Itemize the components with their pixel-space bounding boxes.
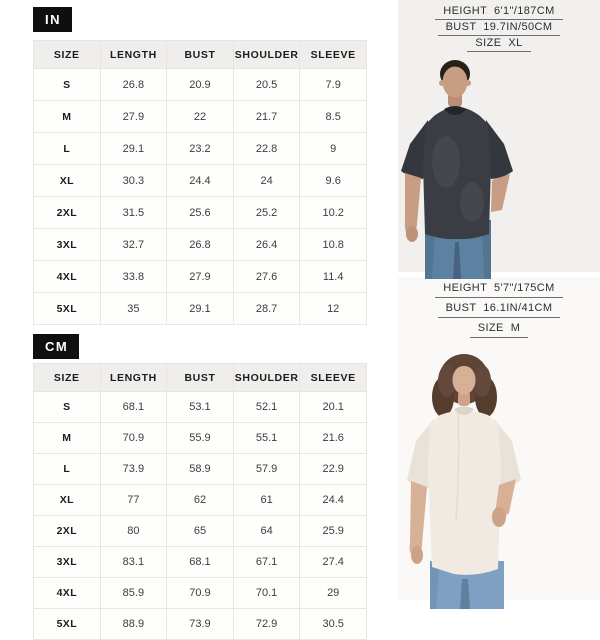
measurement-cell: 22.9 xyxy=(300,454,367,485)
measurement-cell: 26.8 xyxy=(167,229,234,261)
size-table-centimeters xyxy=(33,363,367,640)
table-row xyxy=(34,423,367,454)
table-row xyxy=(34,197,367,229)
male-size-spec: SIZE XL xyxy=(467,36,530,52)
size-label-cell: 4XL xyxy=(34,578,101,609)
measurement-cell: 70.9 xyxy=(100,423,167,454)
unit-badge-cm: CM xyxy=(33,334,79,359)
size-label-cell: XL xyxy=(34,485,101,516)
measurement-cell: 28.7 xyxy=(233,293,300,325)
size-label-cell: 3XL xyxy=(34,229,101,261)
size-label-cell: XL xyxy=(34,165,101,197)
measurement-cell: 80 xyxy=(100,516,167,547)
measurement-cell: 22 xyxy=(167,101,234,133)
measurement-cell: 26.8 xyxy=(100,69,167,101)
measurement-cell: 20.5 xyxy=(233,69,300,101)
size-label-cell: M xyxy=(34,101,101,133)
measurement-cell: 57.9 xyxy=(233,454,300,485)
female-model-photo xyxy=(398,341,600,609)
size-label-cell: 5XL xyxy=(34,293,101,325)
table-row xyxy=(34,69,367,101)
male-bust-spec: BUST 19.7IN/50CM xyxy=(438,20,561,36)
measurement-cell: 29.1 xyxy=(167,293,234,325)
measurement-cell: 68.1 xyxy=(167,547,234,578)
measurement-cell: 30.5 xyxy=(300,609,367,640)
table-row xyxy=(34,293,367,325)
measurement-cell: 24 xyxy=(233,165,300,197)
size-label-cell: S xyxy=(34,392,101,423)
male-model-specs xyxy=(398,0,600,52)
header-row xyxy=(34,41,367,69)
measurement-cell: 62 xyxy=(167,485,234,516)
column-header: SIZE xyxy=(34,41,101,69)
female-bust-spec: BUST 16.1IN/41CM xyxy=(438,301,561,318)
column-header: BUST xyxy=(167,364,234,392)
male-model-panel xyxy=(398,0,600,272)
measurement-cell: 20.9 xyxy=(167,69,234,101)
unit-badge-in: IN xyxy=(33,7,72,32)
table-row xyxy=(34,133,367,165)
size-table-centimeters-body xyxy=(34,392,367,640)
measurement-cell: 55.9 xyxy=(167,423,234,454)
table-row xyxy=(34,578,367,609)
size-table-inches xyxy=(33,40,367,325)
column-header: LENGTH xyxy=(100,41,167,69)
size-label-cell: L xyxy=(34,454,101,485)
measurement-cell: 7.9 xyxy=(300,69,367,101)
measurement-cell: 83.1 xyxy=(100,547,167,578)
measurement-cell: 24.4 xyxy=(300,485,367,516)
measurement-cell: 70.9 xyxy=(167,578,234,609)
measurement-cell: 73.9 xyxy=(167,609,234,640)
column-header: SHOULDER xyxy=(233,41,300,69)
table-row xyxy=(34,516,367,547)
measurement-cell: 8.5 xyxy=(300,101,367,133)
female-model-specs xyxy=(398,277,600,341)
measurement-cell: 25.9 xyxy=(300,516,367,547)
table-row xyxy=(34,392,367,423)
header-row xyxy=(34,364,367,392)
measurement-cell: 10.8 xyxy=(300,229,367,261)
male-height-spec: HEIGHT 6'1"/187CM xyxy=(435,4,562,20)
male-model-photo xyxy=(398,52,600,279)
size-label-cell: 4XL xyxy=(34,261,101,293)
measurement-cell: 73.9 xyxy=(100,454,167,485)
table-row xyxy=(34,547,367,578)
size-table-inches-body xyxy=(34,69,367,325)
measurement-cell: 67.1 xyxy=(233,547,300,578)
table-row xyxy=(34,485,367,516)
measurement-cell: 70.1 xyxy=(233,578,300,609)
column-header: SIZE xyxy=(34,364,101,392)
measurement-cell: 53.1 xyxy=(167,392,234,423)
measurement-cell: 31.5 xyxy=(100,197,167,229)
female-model-panel xyxy=(398,277,600,600)
measurement-cell: 11.4 xyxy=(300,261,367,293)
measurement-cell: 25.2 xyxy=(233,197,300,229)
measurement-cell: 58.9 xyxy=(167,454,234,485)
measurement-cell: 29.1 xyxy=(100,133,167,165)
measurement-cell: 32.7 xyxy=(100,229,167,261)
measurement-cell: 68.1 xyxy=(100,392,167,423)
female-height-spec: HEIGHT 5'7"/175CM xyxy=(435,281,562,298)
measurement-cell: 88.9 xyxy=(100,609,167,640)
column-header: SLEEVE xyxy=(300,364,367,392)
measurement-cell: 61 xyxy=(233,485,300,516)
measurement-cell: 12 xyxy=(300,293,367,325)
measurement-cell: 21.7 xyxy=(233,101,300,133)
table-row xyxy=(34,261,367,293)
female-size-spec: SIZE M xyxy=(470,321,529,338)
size-label-cell: S xyxy=(34,69,101,101)
measurement-cell: 85.9 xyxy=(100,578,167,609)
measurement-cell: 24.4 xyxy=(167,165,234,197)
table-row xyxy=(34,165,367,197)
measurement-cell: 9 xyxy=(300,133,367,165)
measurement-cell: 25.6 xyxy=(167,197,234,229)
measurement-cell: 30.3 xyxy=(100,165,167,197)
size-label-cell: L xyxy=(34,133,101,165)
measurement-cell: 77 xyxy=(100,485,167,516)
size-label-cell: 3XL xyxy=(34,547,101,578)
size-table-centimeters-head xyxy=(34,364,367,392)
measurement-cell: 72.9 xyxy=(233,609,300,640)
measurement-cell: 27.9 xyxy=(167,261,234,293)
size-label-cell: M xyxy=(34,423,101,454)
measurement-cell: 65 xyxy=(167,516,234,547)
table-row xyxy=(34,454,367,485)
column-header: SHOULDER xyxy=(233,364,300,392)
column-header: BUST xyxy=(167,41,234,69)
measurement-cell: 52.1 xyxy=(233,392,300,423)
measurement-cell: 29 xyxy=(300,578,367,609)
column-header: SLEEVE xyxy=(300,41,367,69)
measurement-cell: 22.8 xyxy=(233,133,300,165)
size-label-cell: 5XL xyxy=(34,609,101,640)
column-header: LENGTH xyxy=(100,364,167,392)
measurement-cell: 27.4 xyxy=(300,547,367,578)
size-label-cell: 2XL xyxy=(34,516,101,547)
size-table-inches-head xyxy=(34,41,367,69)
measurement-cell: 10.2 xyxy=(300,197,367,229)
measurement-cell: 27.9 xyxy=(100,101,167,133)
table-row xyxy=(34,101,367,133)
measurement-cell: 64 xyxy=(233,516,300,547)
table-row xyxy=(34,609,367,640)
measurement-cell: 20.1 xyxy=(300,392,367,423)
table-row xyxy=(34,229,367,261)
measurement-cell: 26.4 xyxy=(233,229,300,261)
measurement-cell: 55.1 xyxy=(233,423,300,454)
measurement-cell: 21.6 xyxy=(300,423,367,454)
size-tables-column xyxy=(33,0,367,640)
measurement-cell: 35 xyxy=(100,293,167,325)
measurement-cell: 33.8 xyxy=(100,261,167,293)
measurement-cell: 9.6 xyxy=(300,165,367,197)
measurement-cell: 27.6 xyxy=(233,261,300,293)
measurement-cell: 23.2 xyxy=(167,133,234,165)
size-label-cell: 2XL xyxy=(34,197,101,229)
model-photos-column xyxy=(398,0,600,600)
